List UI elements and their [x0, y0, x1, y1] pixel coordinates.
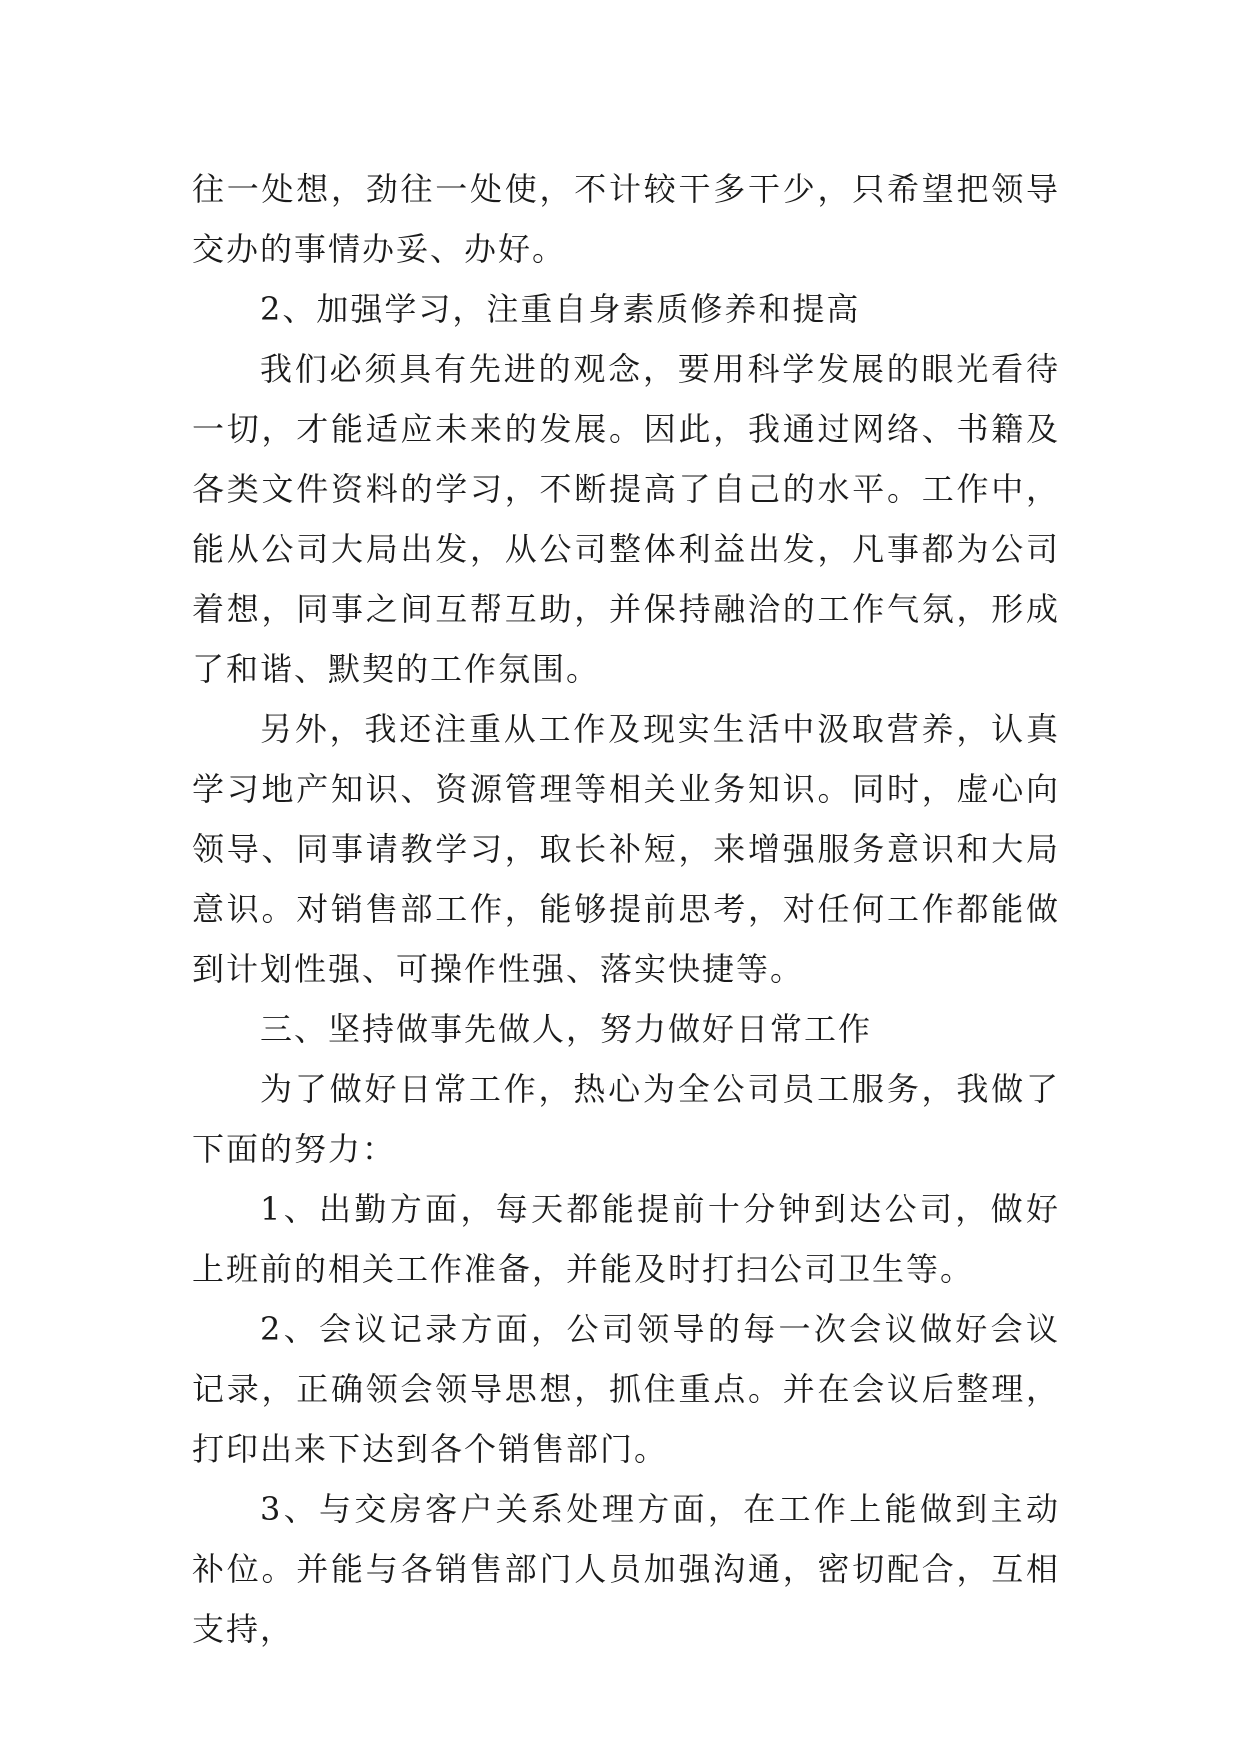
paragraph-1: 往一处想，劲往一处使，不计较干多干少，只希望把领导交办的事情办妥、办好。 — [192, 170, 1060, 268]
paragraph-3: 我们必须具有先进的观念，要用科学发展的眼光看待一切，才能适应未来的发展。因此，我通过网络、书籍及各类文件资料的学习，不断提高了自己的水平。工作中，能从公司大局出发，从公司整体利益出发，凡事都为公司着想，同事之间互帮互助，并保持融洽的工作气氛，形成了和谐、默契的工作氛围。 — [192, 350, 1060, 688]
paragraph-4: 另外，我还注重从工作及现实生活中汲取营养，认真学习地产知识、资源管理等相关业务知识。同时，虚心向领导、同事请教学习，取长补短，来增强服务意识和大局意识。对销售部工作，能够提前思考，对任何工作都能做到计划性强、可操作性强、落实快捷等。 — [192, 710, 1060, 988]
paragraph-5: 三、坚持做事先做人，努力做好日常工作 — [260, 1010, 873, 1048]
paragraph-6: 为了做好日常工作，热心为全公司员工服务，我做了下面的努力： — [192, 1070, 1060, 1168]
paragraph-2: 2、加强学习，注重自身素质修养和提高 — [260, 290, 861, 328]
paragraph-9: 3、与交房客户关系处理方面，在工作上能做到主动补位。并能与各销售部门人员加强沟通，密切配合，互相支持， — [192, 1490, 1060, 1648]
body-text — [192, 159, 1060, 1659]
paragraph-7: 1、出勤方面，每天都能提前十分钟到达公司，做好上班前的相关工作准备，并能及时打扫公司卫生等。 — [192, 1190, 1060, 1288]
paragraph-8: 2、会议记录方面，公司领导的每一次会议做好会议记录，正确领会领导思想，抓住重点。并在会议后整理，打印出来下达到各个销售部门。 — [192, 1310, 1060, 1468]
